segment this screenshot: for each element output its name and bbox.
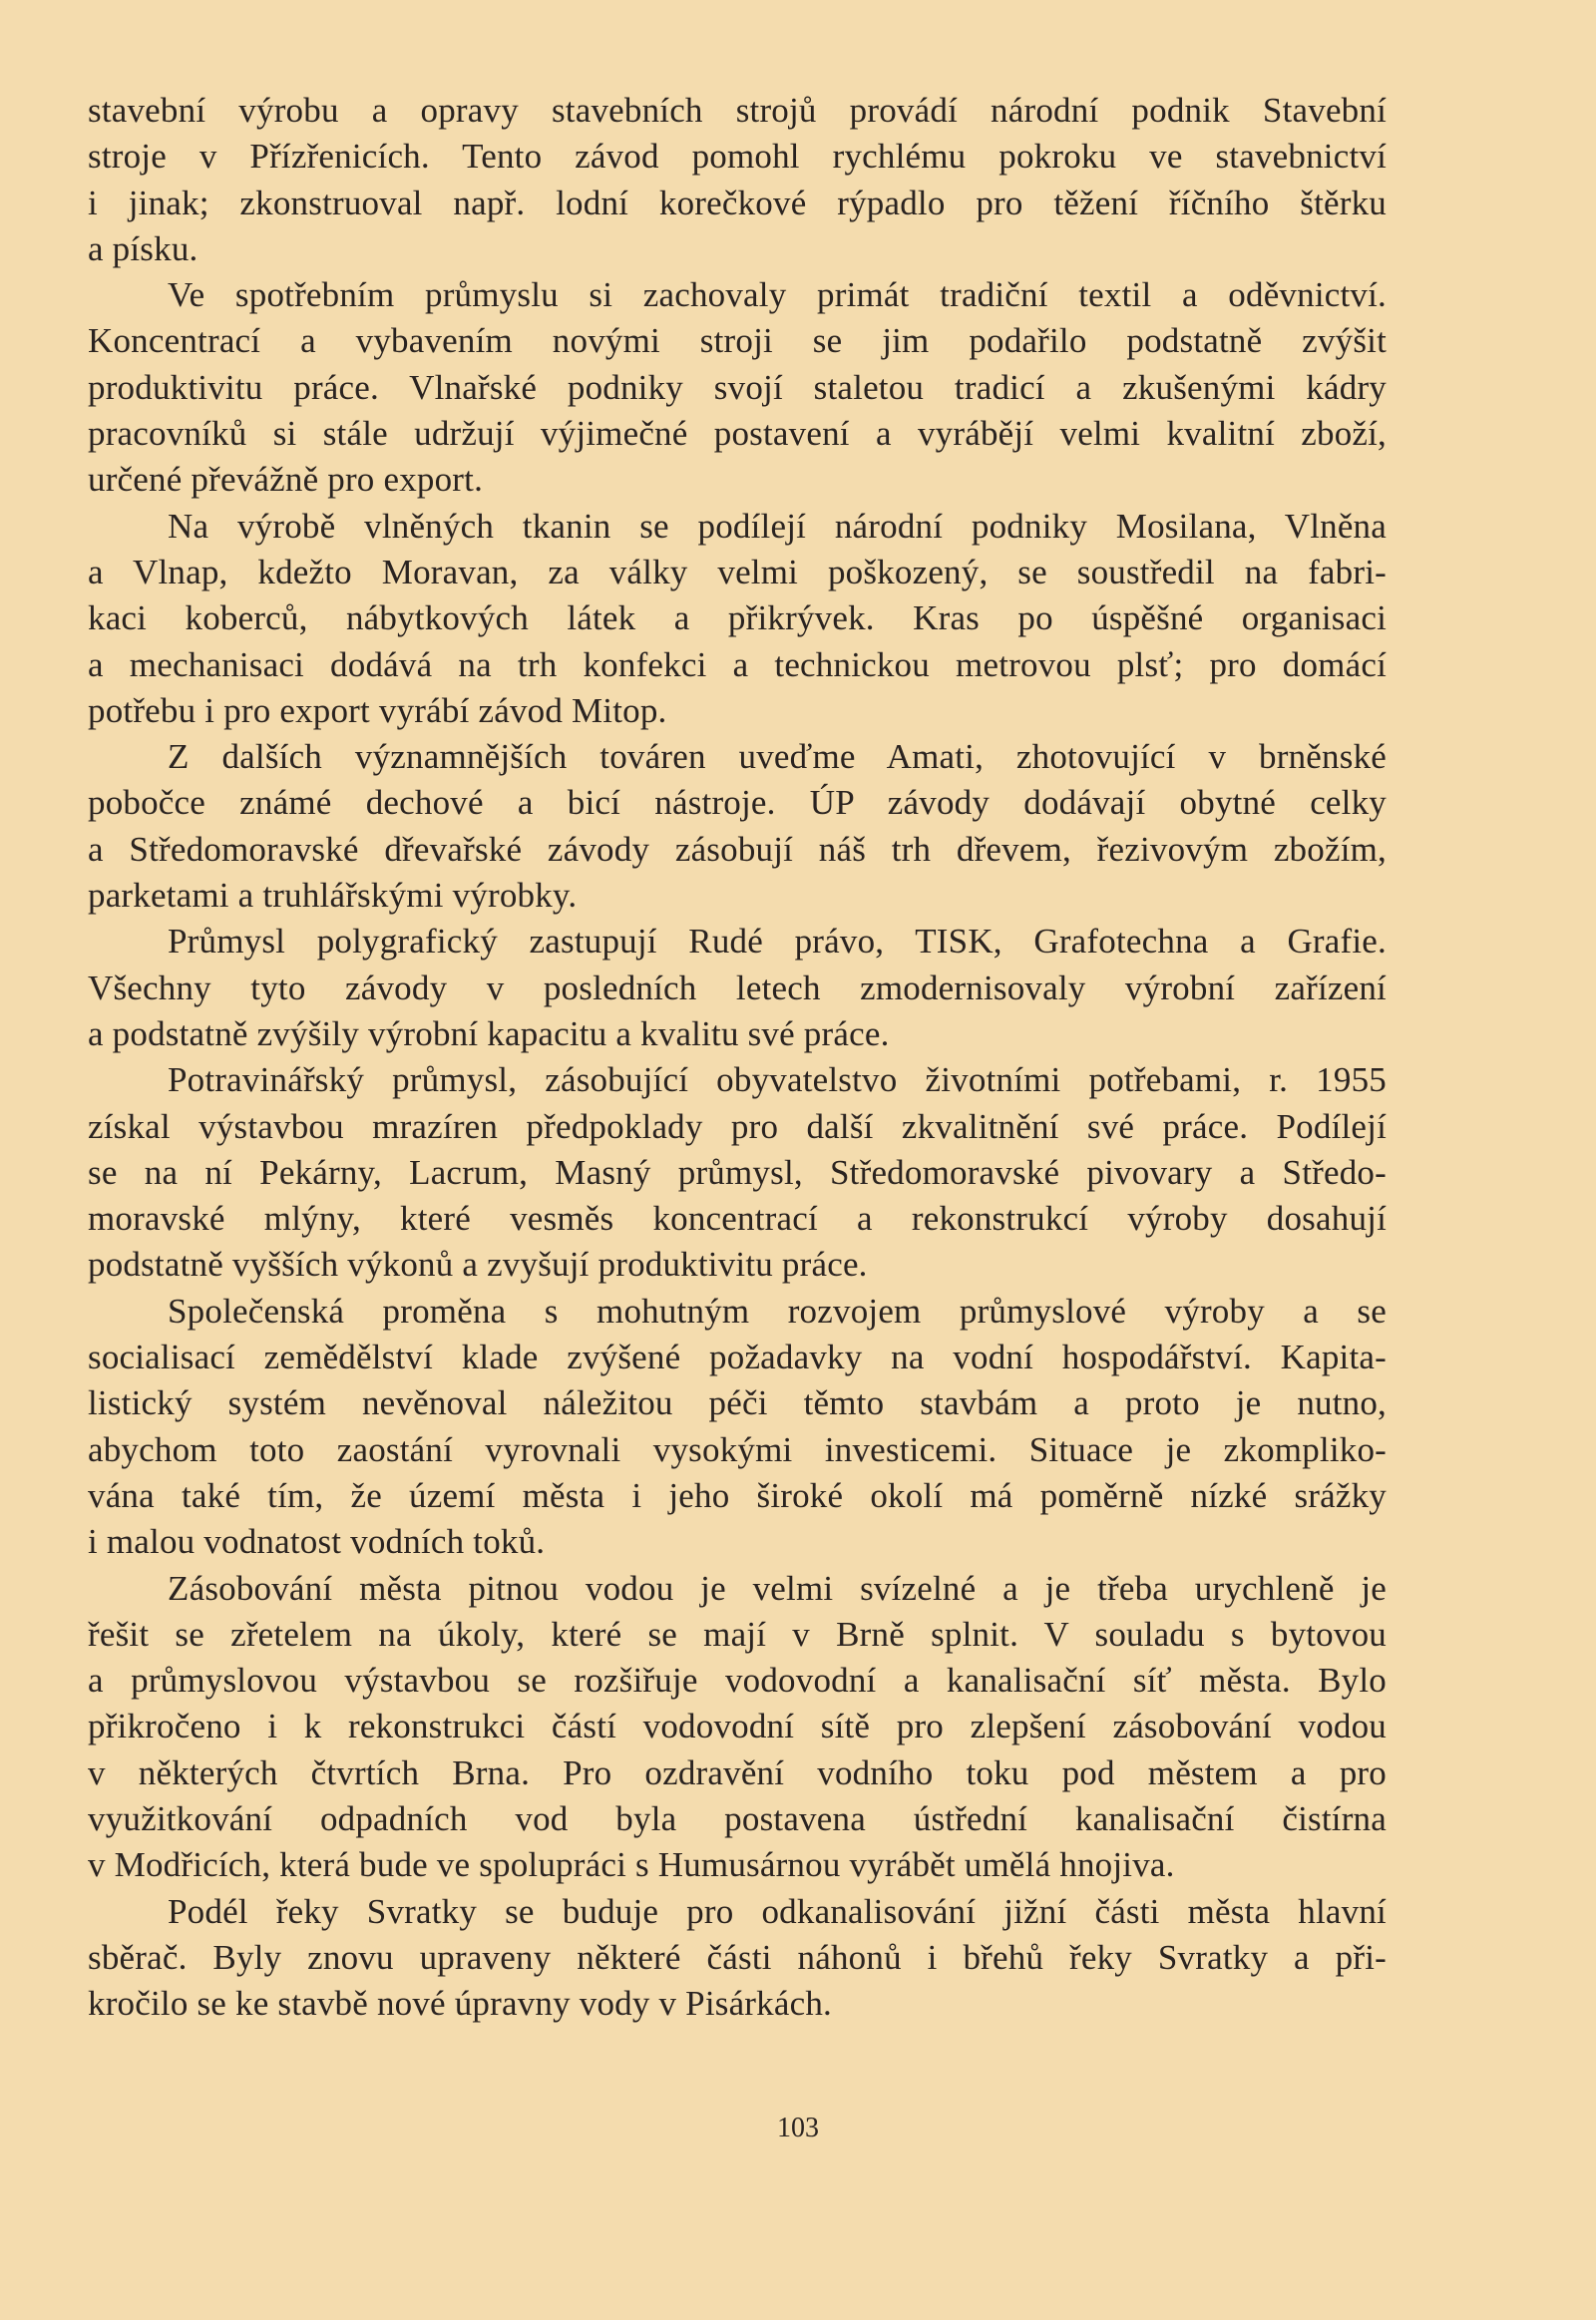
text-line: Na výrobě vlněných tkanin se podílejí národní podniky Mosilana, Vlněna (168, 506, 1387, 546)
text-line: moravské mlýny, které vesměs koncentrací a rekonstrukcí výroby dosahují (88, 1199, 1387, 1239)
text-line: abychom toto zaostání vyrovnali vysokými investicemi. Situace je zkompliko- (88, 1429, 1387, 1469)
paragraph (88, 504, 1387, 734)
text-line: Ve spotřebním průmyslu si zachovaly primát tradiční textil a oděvnictví. (168, 275, 1387, 315)
text-line: a mechanisaci dodává na trh konfekci a technickou metrovou plsť; pro domácí (88, 644, 1387, 684)
text-line: určené převážně pro export. (88, 460, 484, 500)
text-line: využitkování odpadních vod byla postavena ústřední kanalisační čistírna (88, 1798, 1387, 1838)
text-line: Společenská proměna s mohutným rozvojem průmyslové výroby a se (168, 1291, 1387, 1331)
paragraph (88, 919, 1387, 1057)
text-line: stavební výrobu a opravy stavebních strojů provádí národní podnik Stavební (88, 91, 1387, 130)
paragraph (88, 1057, 1387, 1288)
text-line: pobočce známé dechové a bicí nástroje. ÚP závody dodávají obytné celky (88, 783, 1387, 823)
text-line: a písku. (88, 228, 199, 268)
text-line: listický systém nevěnoval náležitou péči těmto stavbám a proto je nutno, (88, 1383, 1387, 1423)
text-line: získal výstavbou mrazíren předpoklady pro další zkvalitnění své práce. Podílejí (88, 1106, 1387, 1146)
text-line: a Vlnap, kdežto Moravan, za války velmi poškozený, se soustředil na fabri- (88, 552, 1387, 591)
text-line: v Modřicích, která bude ve spolupráci s Humusárnou vyrábět umělá hnojiva. (88, 1845, 1175, 1885)
paragraph (88, 1289, 1387, 1566)
text-line: stroje v Přízřenicích. Tento závod pomohl rychlému pokroku ve stavebnictví (88, 137, 1387, 177)
paragraph (88, 272, 1387, 503)
text-line: Potravinářský průmysl, zásobující obyvatelstvo životními potřebami, r. 1955 (168, 1060, 1387, 1100)
paragraph (88, 88, 1387, 272)
paragraph (88, 1566, 1387, 1889)
text-line: přikročeno i k rekonstrukci částí vodovodní sítě pro zlepšení zásobování vodou (88, 1707, 1387, 1746)
text-line: Podél řeky Svratky se buduje pro odkanalisování jižní části města hlavní (168, 1891, 1387, 1931)
text-line: i malou vodnatost vodních toků. (88, 1522, 546, 1562)
text-line: Průmysl polygrafický zastupují Rudé právo, TISK, Grafotechna a Grafie. (168, 922, 1387, 962)
text-line: a podstatně zvýšily výrobní kapacitu a kvalitu své práce. (88, 1013, 890, 1053)
text-line: socialisací zemědělství klade zvýšené požadavky na vodní hospodářství. Kapita- (88, 1338, 1387, 1377)
text-line: se na ní Pekárny, Lacrum, Masný průmysl, Středomoravské pivovary a Středo- (88, 1152, 1387, 1192)
paragraph (88, 1889, 1387, 2028)
text-line: potřebu i pro export vyrábí závod Mitop. (88, 690, 667, 730)
text-line: pracovníků si stále udržují výjimečné postavení a vyrábějí velmi kvalitní zboží, (88, 414, 1387, 454)
text-line: Zásobování města pitnou vodou je velmi svízelné a je třeba urychleně je (168, 1568, 1387, 1608)
text-line: Koncentrací a vybavením novými stroji se jim podařilo podstatně zvýšit (88, 321, 1387, 361)
text-line: parketami a truhlářskými výrobky. (88, 876, 578, 916)
text-line: podstatně vyšších výkonů a zvyšují produktivitu práce. (88, 1245, 868, 1285)
page-number: 103 (777, 2113, 819, 2143)
text-line: sběrač. Byly znovu upraveny některé části náhonů i břehů řeky Svratky a při- (88, 1937, 1387, 1977)
text-line: a průmyslovou výstavbou se rozšiřuje vodovodní a kanalisační síť města. Bylo (88, 1661, 1387, 1701)
text-line: kaci koberců, nábytkových látek a přikrývek. Kras po úspěšné organisaci (88, 598, 1387, 638)
text-line: kročilo se ke stavbě nové úpravny vody v Pisárkách. (88, 1984, 832, 2024)
text-line: vána také tím, že území města i jeho široké okolí má poměrně nízké srážky (88, 1475, 1387, 1515)
text-line: produktivitu práce. Vlnařské podniky svojí staletou tradicí a zkušenými kádry (88, 367, 1387, 407)
text-line: Všechny tyto závody v posledních letech zmodernisovaly výrobní zařízení (88, 967, 1387, 1007)
text-line: a Středomoravské dřevařské závody zásobují náš trh dřevem, řezivovým zbožím, (88, 829, 1387, 869)
text-line: i jinak; zkonstruoval např. lodní korečkové rýpadlo pro těžení říčního štěrku (88, 183, 1387, 222)
text-line: v některých čtvrtích Brna. Pro ozdravění vodního toku pod městem a pro (88, 1752, 1387, 1792)
page-body (88, 88, 1387, 2027)
text-line: řešit se zřetelem na úkoly, které se mají v Brně splnit. V souladu s bytovou (88, 1614, 1387, 1654)
text-line: Z dalších významnějších továren uveďme Amati, zhotovující v brněnské (168, 737, 1387, 777)
paragraph (88, 734, 1387, 919)
